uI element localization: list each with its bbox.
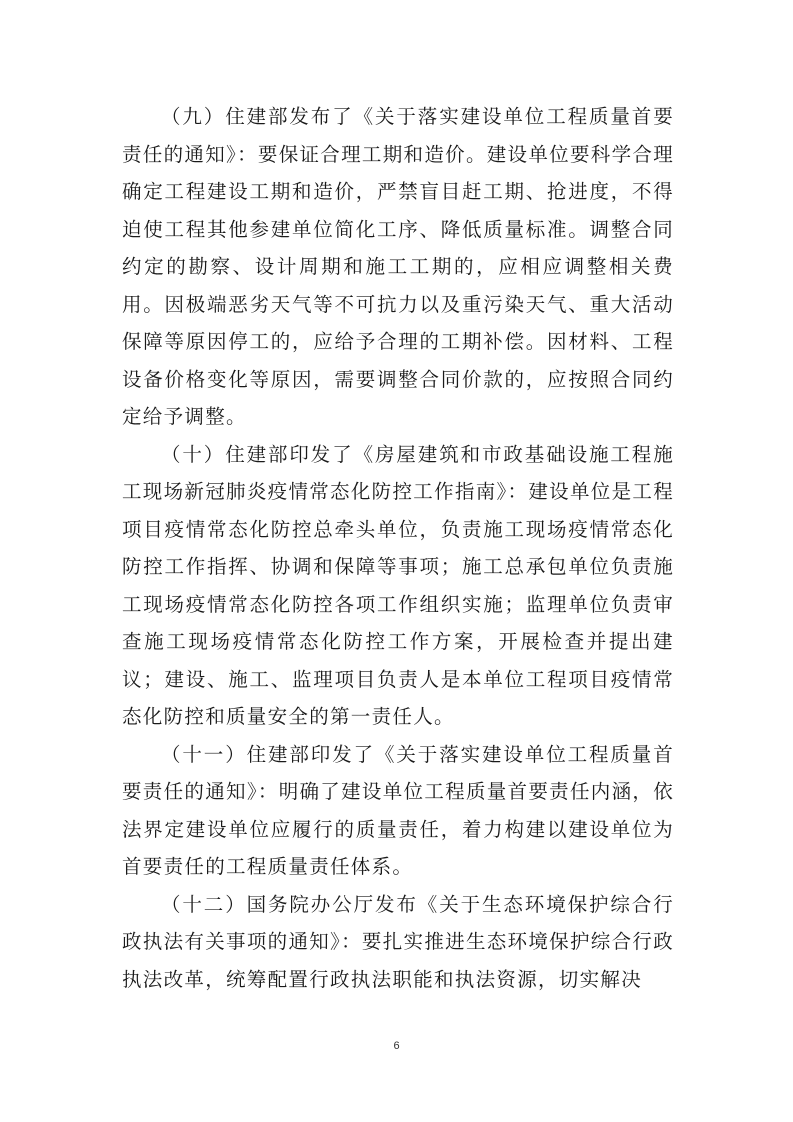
paragraph-10: （十）住建部印发了《房屋建筑和市政基础设施工程施工现场新冠肺炎疫情常态化防控工作指南》：建设单位是工程项目疫情常态化防控总牵头单位，负责施工现场疫情常态化防控工作指挥、协调和保障等事项；施工总承包单位负责施工现场疫情常态化防控各项工作组织实施；监理单位负责审查施工现场疫情常态化防控工作方案，开展检查并提出建议；建设、施工、监理项目负责人是本单位工程项目疫情常态化防控和质量安全的第一责任人。: [122, 442, 674, 728]
page-number: 6: [393, 1040, 400, 1052]
paragraph-12: （十二）国务院办公厅发布《关于生态环境保护综合行政执法有关事项的通知》：要扎实推进生态环境保护综合行政执法改革，统筹配置行政执法职能和执法资源，切实解决: [122, 892, 674, 991]
paragraph-9: （九）住建部发布了《关于落实建设单位工程质量首要责任的通知》：要保证合理工期和造价。建设单位要科学合理确定工程建设工期和造价，严禁盲目赶工期、抢进度，不得迫使工程其他参建单位简化工序、降低质量标准。调整合同约定的勘察、设计周期和施工工期的，应相应调整相关费用。因极端恶劣天气等不可抗力以及重污染天气、重大活动保障等原因停工的，应给予合理的工期补偿。因材料、工程设备价格变化等原因，需要调整合同价款的，应按照合同约定给予调整。: [122, 105, 674, 428]
document-body: [122, 98, 674, 998]
paragraph-11: （十一）住建部印发了《关于落实建设单位工程质量首要责任的通知》：明确了建设单位工程质量首要责任内涵，依法界定建设单位应履行的质量责任，着力构建以建设单位为首要责任的工程质量责任体系。: [122, 742, 674, 878]
